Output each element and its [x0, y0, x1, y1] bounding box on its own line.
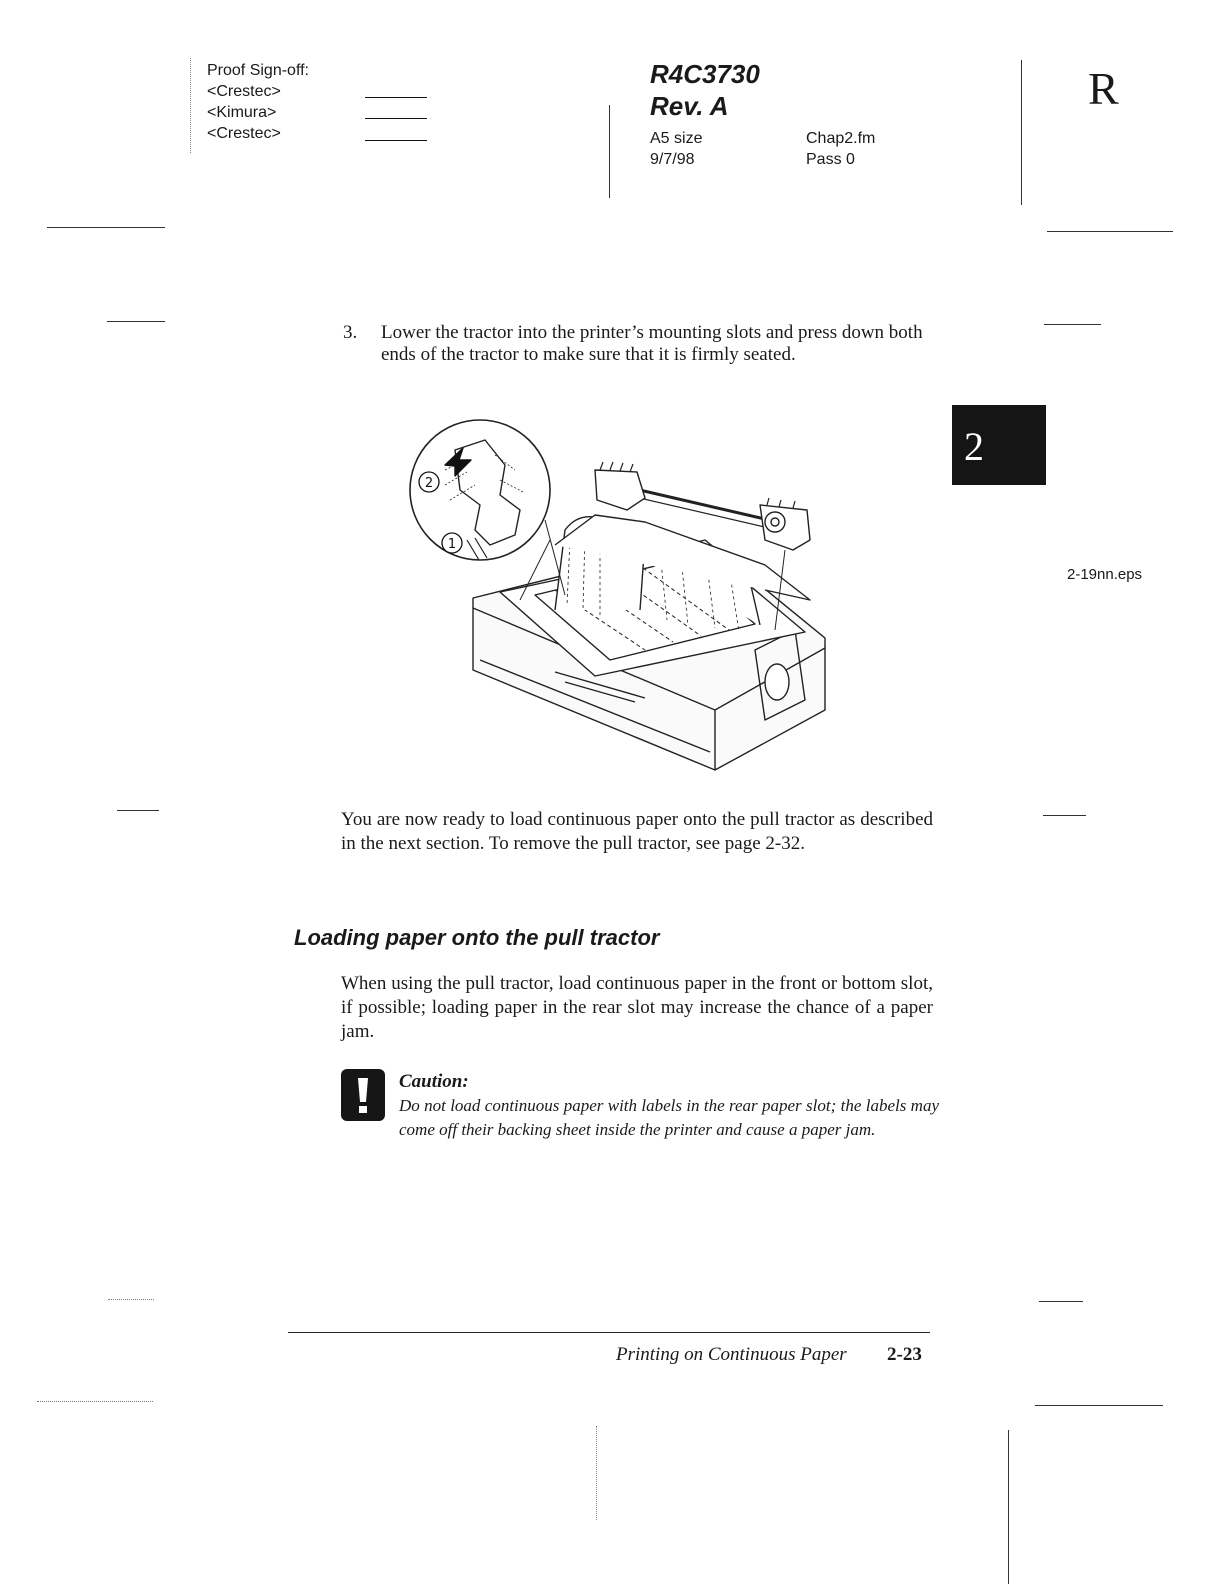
caution-icon — [341, 1069, 385, 1121]
footer-rule — [288, 1332, 930, 1333]
caution-title: Caution: — [399, 1071, 469, 1092]
header-right-rule — [1021, 60, 1022, 205]
crop-mark-right-3 — [1043, 815, 1086, 816]
document-code-block — [650, 58, 760, 122]
platen-knob — [765, 664, 789, 700]
proof-signoff-label: Proof Sign-off: — [207, 62, 309, 79]
signoff-kimura: <Kimura> — [207, 104, 277, 121]
document-code: R4C3730 — [650, 59, 760, 89]
signoff-crestec-2: <Crestec> — [207, 125, 281, 142]
document-date: 9/7/98 — [650, 151, 695, 168]
crop-mark-left-2 — [107, 321, 165, 322]
caution-text: Do not load continuous paper with labels in the rear paper slot; the labels may come off their backing sheet inside the printer and cause a paper jam. — [399, 1096, 939, 1139]
callout-2-label: 2 — [424, 476, 434, 491]
step-3 — [343, 322, 943, 366]
signature-line-1 — [365, 97, 427, 98]
crop-mark-right-1 — [1047, 231, 1173, 232]
section-paragraph: When using the pull tractor, load continuous paper in the front or bottom slot, if possible; loading paper in the rear slot may increase the chance of a paper jam. — [341, 973, 933, 1042]
tractor-gear-right — [765, 512, 785, 532]
crop-mark-right-2 — [1044, 324, 1101, 325]
crop-mark-right-5 — [1035, 1405, 1163, 1406]
chapter-tab — [952, 405, 1046, 485]
callout-1-label: 1 — [447, 537, 457, 552]
signoff-crestec-1: <Crestec> — [207, 83, 281, 100]
step-number: 3. — [343, 322, 358, 343]
chapter-number: 2 — [964, 424, 984, 469]
signature-line-3 — [365, 140, 427, 141]
crop-mark-right-4 — [1039, 1301, 1083, 1302]
printer-tractor-illustration — [405, 410, 845, 780]
page-number: 2-23 — [887, 1344, 922, 1365]
proof-signoff-block — [207, 60, 309, 144]
tractor-left-unit — [595, 470, 645, 510]
proof-margin-rule — [190, 58, 191, 153]
step-text: Lower the tractor into the printer’s mounting slots and press down both ends of the tractor to make sure that it is firmly seated. — [381, 322, 923, 365]
signature-line-2 — [365, 118, 427, 119]
revision-label: Rev. A — [650, 91, 729, 121]
figure-filename: 2-19nn.eps — [1067, 566, 1143, 583]
page-size: A5 size — [650, 130, 703, 147]
right-page-marker: R — [1088, 63, 1119, 114]
crop-mark-left-4 — [108, 1299, 154, 1300]
pass-number: Pass 0 — [806, 151, 855, 168]
crop-mark-left-5 — [37, 1401, 153, 1402]
crop-mark-left-3 — [117, 810, 159, 811]
file-name: Chap2.fm — [806, 130, 876, 147]
section-heading: Loading paper onto the pull tractor — [294, 925, 660, 950]
ready-paragraph: You are now ready to load continuous paper onto the pull tractor as described in the next section. To remove the pull tractor, see page 2-32. — [341, 809, 933, 854]
crop-mark-left-1 — [47, 227, 165, 228]
header-center-rule — [609, 105, 610, 198]
crop-mark-bottom-right — [1008, 1430, 1009, 1584]
footer-chapter-title: Printing on Continuous Paper — [616, 1344, 847, 1365]
crop-mark-bottom-center — [596, 1426, 597, 1520]
